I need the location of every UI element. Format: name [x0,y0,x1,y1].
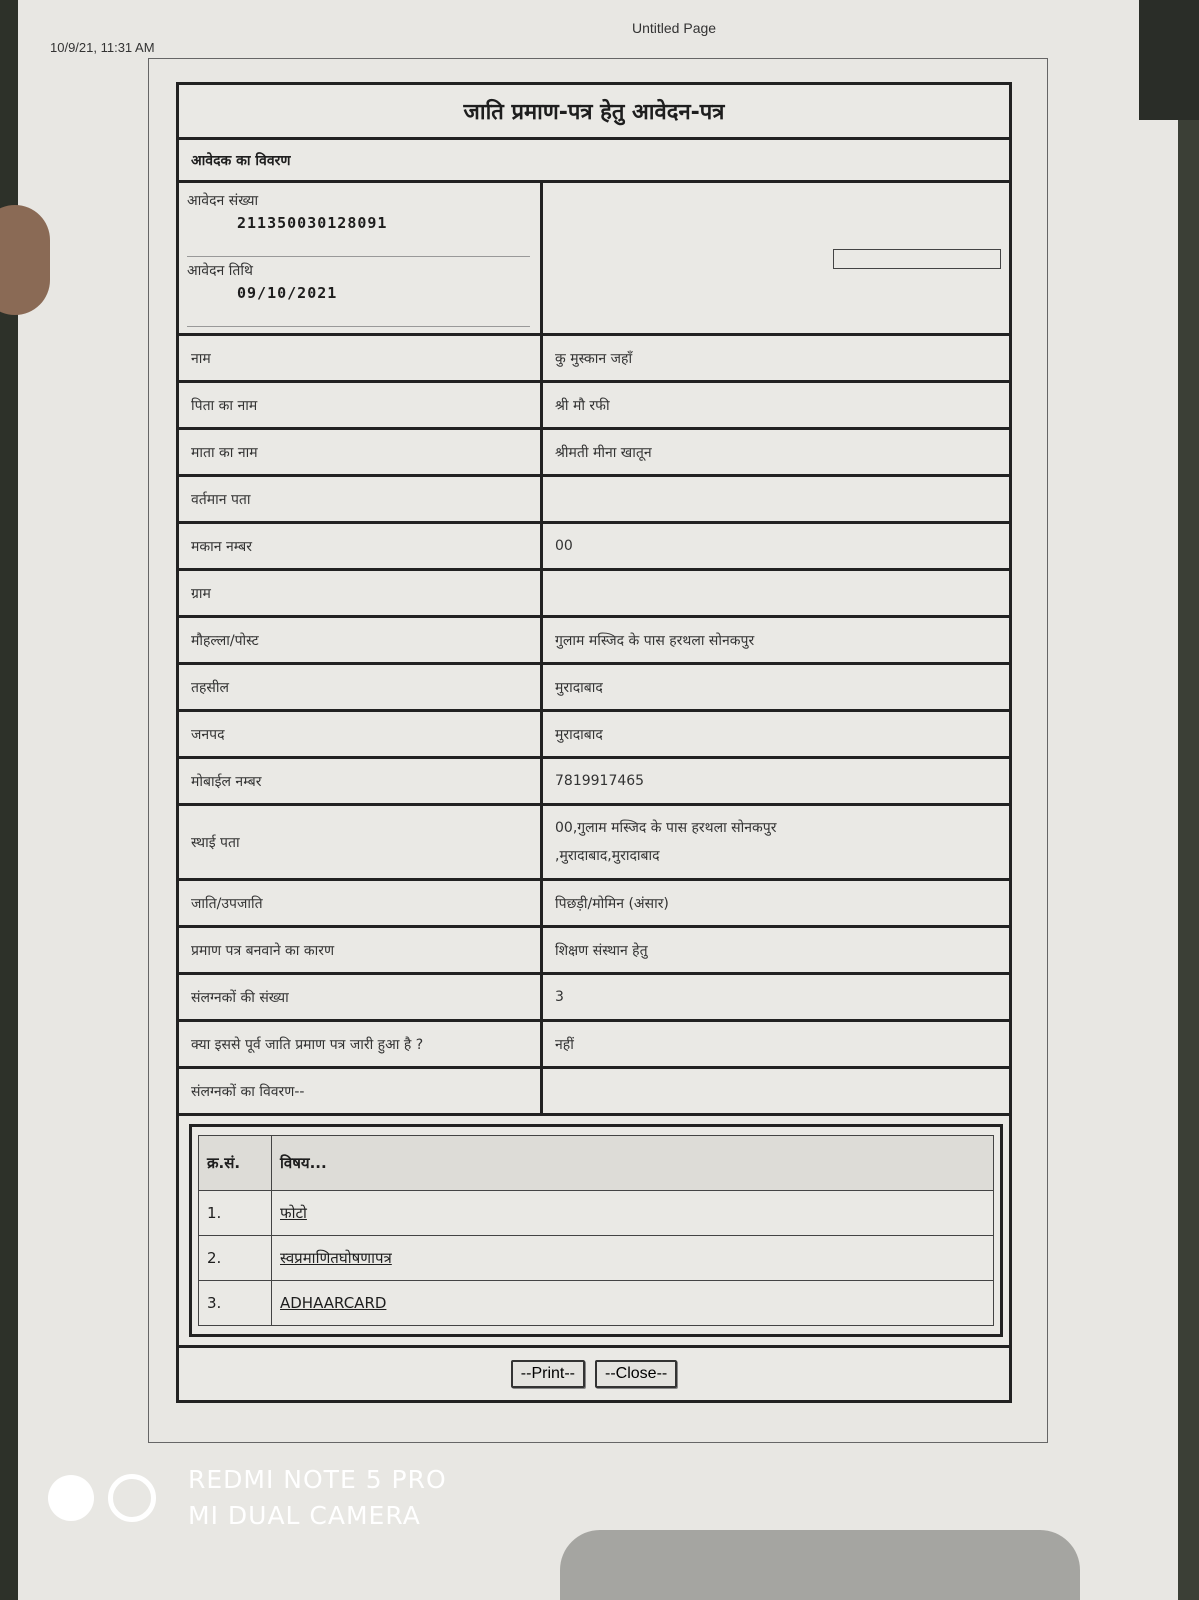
print-button[interactable]: --Print-- [511,1360,585,1388]
row-village [179,571,1009,618]
attachment-cell [272,1236,994,1281]
row-label: संलग्नकों का विवरण-- [179,1069,543,1113]
row-value [543,806,1009,878]
column-serial: क्र.सं. [199,1136,272,1191]
camera-watermark-text [188,1462,447,1534]
attachment-link-aadhaar[interactable]: ADHAARCARD [280,1294,387,1312]
camera-model: REDMI NOTE 5 PRO [188,1465,447,1494]
row-permanent-address [179,806,1009,881]
row-label: मौहल्ला/पोस्ट [179,618,543,662]
row-label: तहसील [179,665,543,709]
column-subject: विषय... [272,1136,994,1191]
attachment-cell [272,1281,994,1326]
row-attachment-count [179,975,1009,1022]
attachments-table-frame [189,1124,1003,1337]
row-label: जनपद [179,712,543,756]
row-value: 00 [555,538,573,554]
camera-type: MI DUAL CAMERA [188,1501,421,1530]
button-bar [179,1348,1009,1400]
row-value: पिछड़ी/मोमिन (अंसार) [555,895,669,912]
attachment-cell [272,1191,994,1236]
row-tehsil [179,665,1009,712]
attachments-section [179,1116,1009,1348]
form-title: जाति प्रमाण-पत्र हेतु आवेदन-पत्र [179,85,1009,140]
row-value [543,571,1009,615]
table-header-row [199,1136,994,1191]
row-label: वर्तमान पता [179,477,543,521]
row-mother-name [179,430,1009,477]
row-label: मोबाईल नम्बर [179,759,543,803]
row-name [179,336,1009,383]
row-previous-certificate [179,1022,1009,1069]
photo-area [543,183,1009,333]
row-value: 3 [555,989,564,1005]
attachment-link-photo[interactable]: फोटो [280,1204,307,1222]
row-label: जाति/उपजाति [179,881,543,925]
close-button[interactable]: --Close-- [595,1360,677,1388]
application-number [187,191,530,257]
row-label: पिता का नाम [179,383,543,427]
row-value: 7819917465 [555,773,645,789]
application-date-label: आवेदन तिथि [187,263,253,279]
application-info [179,183,543,333]
dual-camera-dot-icon [48,1475,94,1521]
row-label: क्या इससे पूर्व जाति प्रमाण पत्र जारी हुआ है ? [179,1022,543,1066]
application-number-value: 211350030128091 [237,214,388,232]
section-title: आवेदक का विवरण [179,140,1009,183]
row-label: प्रमाण पत्र बनवाने का कारण [179,928,543,972]
application-info-block [179,183,1009,336]
serial-number: 3. [199,1281,272,1326]
print-page-title: Untitled Page [632,20,717,36]
row-label: मकान नम्बर [179,524,543,568]
table-row [199,1191,994,1236]
row-value: कु मुस्कान जहाँ [555,350,633,367]
serial-number: 1. [199,1191,272,1236]
row-value: गुलाम मस्जिद के पास हरथला सोनकपुर [555,632,755,649]
row-current-address [179,477,1009,524]
row-house-number [179,524,1009,571]
row-caste [179,881,1009,928]
application-number-label: आवेदन संख्या [187,193,259,209]
attachments-table [198,1135,994,1326]
row-label: माता का नाम [179,430,543,474]
shadow [560,1530,1080,1600]
serial-number: 2. [199,1236,272,1281]
application-form [176,82,1012,1403]
row-value: शिक्षण संस्थान हेतु [555,942,648,959]
attachment-link-declaration[interactable]: स्वप्रमाणितघोषणापत्र [280,1249,392,1267]
row-value: मुरादाबाद [555,726,603,743]
address-line-2: ,मुरादाबाद,मुरादाबाद [555,848,660,864]
row-mobile-number [179,759,1009,806]
row-label: संलग्नकों की संख्या [179,975,543,1019]
row-label: स्थाई पता [179,806,543,878]
row-label: ग्राम [179,571,543,615]
row-value: नहीं [555,1036,574,1053]
row-reason [179,928,1009,975]
table-row [199,1236,994,1281]
address-line-1: 00,गुलाम मस्जिद के पास हरथला सोनकपुर [555,820,777,836]
row-value: मुरादाबाद [555,679,603,696]
background-corner [1139,0,1199,120]
row-value [543,477,1009,521]
row-district [179,712,1009,759]
row-locality-post [179,618,1009,665]
row-label: नाम [179,336,543,380]
row-value: श्री मौ रफी [555,397,610,414]
row-attachment-details [179,1069,1009,1116]
table-row [199,1281,994,1326]
camera-watermark [48,1462,447,1534]
photo-placeholder [833,249,1001,269]
finger [0,205,50,315]
print-date: 10/9/21, 11:31 AM [50,40,155,55]
row-value [543,1069,1009,1113]
row-value: श्रीमती मीना खातून [555,444,652,461]
row-father-name [179,383,1009,430]
application-date-value: 09/10/2021 [237,284,338,302]
application-date [187,261,530,327]
dual-camera-ring-icon [108,1474,156,1522]
